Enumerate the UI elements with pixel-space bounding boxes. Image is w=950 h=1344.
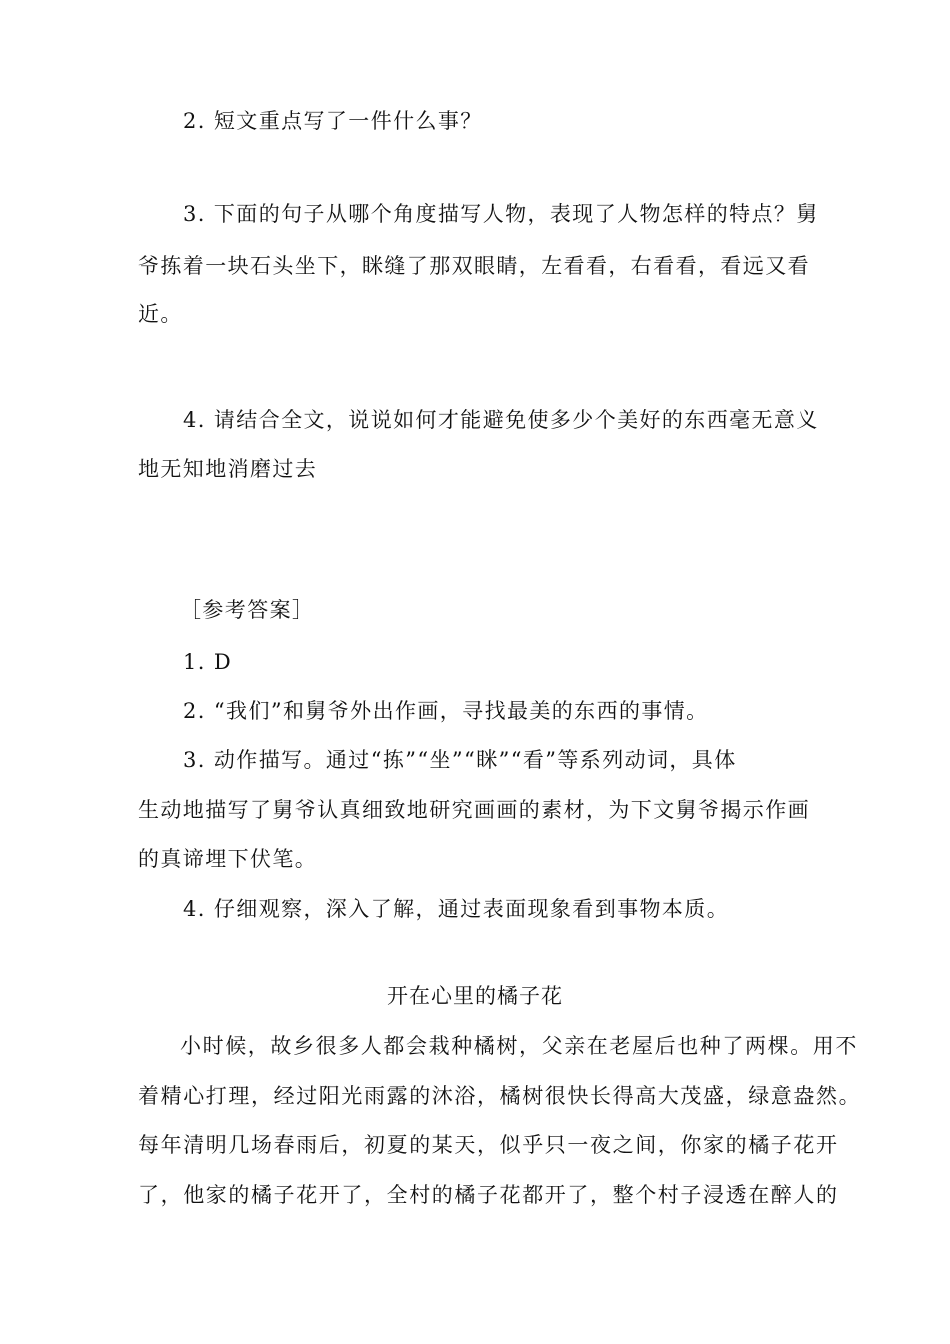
answer-3-line-2: 生动地描写了舅爷认真细致地研究画画的素材，为下文舅爷揭示作画 <box>138 798 810 822</box>
answer-heading: ［参考答案］ <box>180 598 315 622</box>
question-2-line-1: 2. 短文重点写了一件什么事？ <box>183 109 483 133</box>
question-3-line-1: 3. 下面的句子从哪个角度描写人物，表现了人物怎样的特点？舅 <box>183 202 819 226</box>
answer-3-line-1: 3. 动作描写。通过“拣”“坐”“眯”“看”等系列动词，具体 <box>183 748 737 772</box>
question-3-line-2: 爷拣着一块石头坐下，眯缝了那双眼睛，左看看，右看看，看远又看 <box>138 254 810 278</box>
passage-line-3: 每年清明几场春雨后，初夏的某天，似乎只一夜之间，你家的橘子花开 <box>138 1133 839 1157</box>
passage-title: 开在心里的橘子花 <box>387 984 563 1008</box>
answer-4: 4. 仔细观察，深入了解，通过表面现象看到事物本质。 <box>183 897 730 921</box>
passage-line-4: 了，他家的橘子花开了，全村的橘子花都开了，整个村子浸透在醉人的 <box>138 1183 839 1207</box>
answer-3-line-3: 的真谛埋下伏笔。 <box>138 847 318 871</box>
question-3-line-3: 近。 <box>138 302 183 326</box>
passage-line-2: 着精心打理，经过阳光雨露的沐浴，橘树很快长得高大茂盛，绿意盎然。 <box>138 1084 862 1108</box>
answer-2: 2. “我们”和舅爷外出作画，寻找最美的东西的事情。 <box>183 699 709 723</box>
question-4-line-1: 4. 请结合全文，说说如何才能避免使多少个美好的东西毫无意义 <box>183 408 819 432</box>
passage-line-1: 小时候，故乡很多人都会栽种橘树，父亲在老屋后也种了两棵。用不 <box>180 1034 858 1058</box>
answer-1: 1. D <box>183 650 233 674</box>
question-4-line-2: 地无知地消磨过去 <box>138 457 318 481</box>
